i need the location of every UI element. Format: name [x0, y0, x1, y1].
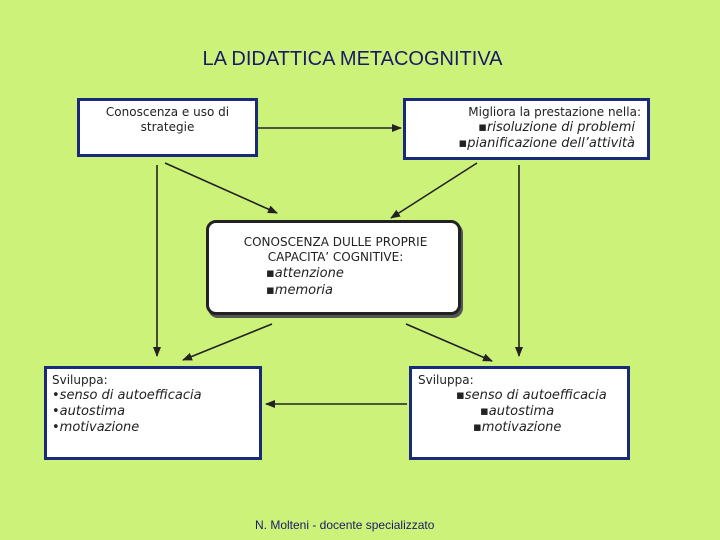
box-performance	[403, 98, 650, 160]
box-develops-right-item: ▪senso di autoefficacia	[456, 388, 607, 403]
arrow-topleft-to-center	[165, 163, 277, 213]
box-cognitive-item: ▪attenzione	[266, 266, 344, 281]
box-develops-right-item: ▪autostima	[480, 404, 555, 419]
box-develops-left-heading: Sviluppa:	[52, 373, 108, 387]
box-cognitive-line1: CONOSCENZA DULLE PROPRIE	[243, 235, 428, 249]
box-develops-left-item: •motivazione	[52, 420, 140, 435]
box-develops-right	[409, 366, 630, 460]
box-develops-left-item: •autostima	[52, 404, 126, 419]
box-strategies	[77, 98, 258, 157]
box-strategies-line2: strategie	[140, 120, 195, 134]
diagram-title: LA DIDATTICA METACOGNITIVA	[202, 48, 503, 70]
box-develops-right-item: ▪motivazione	[473, 420, 562, 435]
box-develops-right-heading: Sviluppa:	[418, 373, 474, 387]
box-cognitive-item: ▪memoria	[266, 283, 334, 298]
box-performance-heading: Migliora la prestazione nella:	[468, 105, 641, 119]
box-strategies-line1: Conoscenza e uso di	[105, 105, 230, 119]
arrow-topright-to-center	[391, 163, 477, 218]
arrow-center-to-bottomleft	[183, 324, 272, 360]
box-cognitive-line2: CAPACITA’ COGNITIVE:	[267, 250, 404, 264]
arrow-center-to-bottomright	[406, 324, 492, 361]
box-cognitive-abilities	[206, 220, 461, 315]
box-develops-left	[44, 366, 262, 460]
box-performance-item: ▪pianificazione dell’attività	[458, 136, 635, 151]
box-performance-item: ▪risoluzione di problemi	[478, 120, 635, 135]
footer-author: N. Molteni - docente specializzato	[255, 518, 435, 532]
box-develops-left-item: •senso di autoefficacia	[52, 388, 202, 403]
